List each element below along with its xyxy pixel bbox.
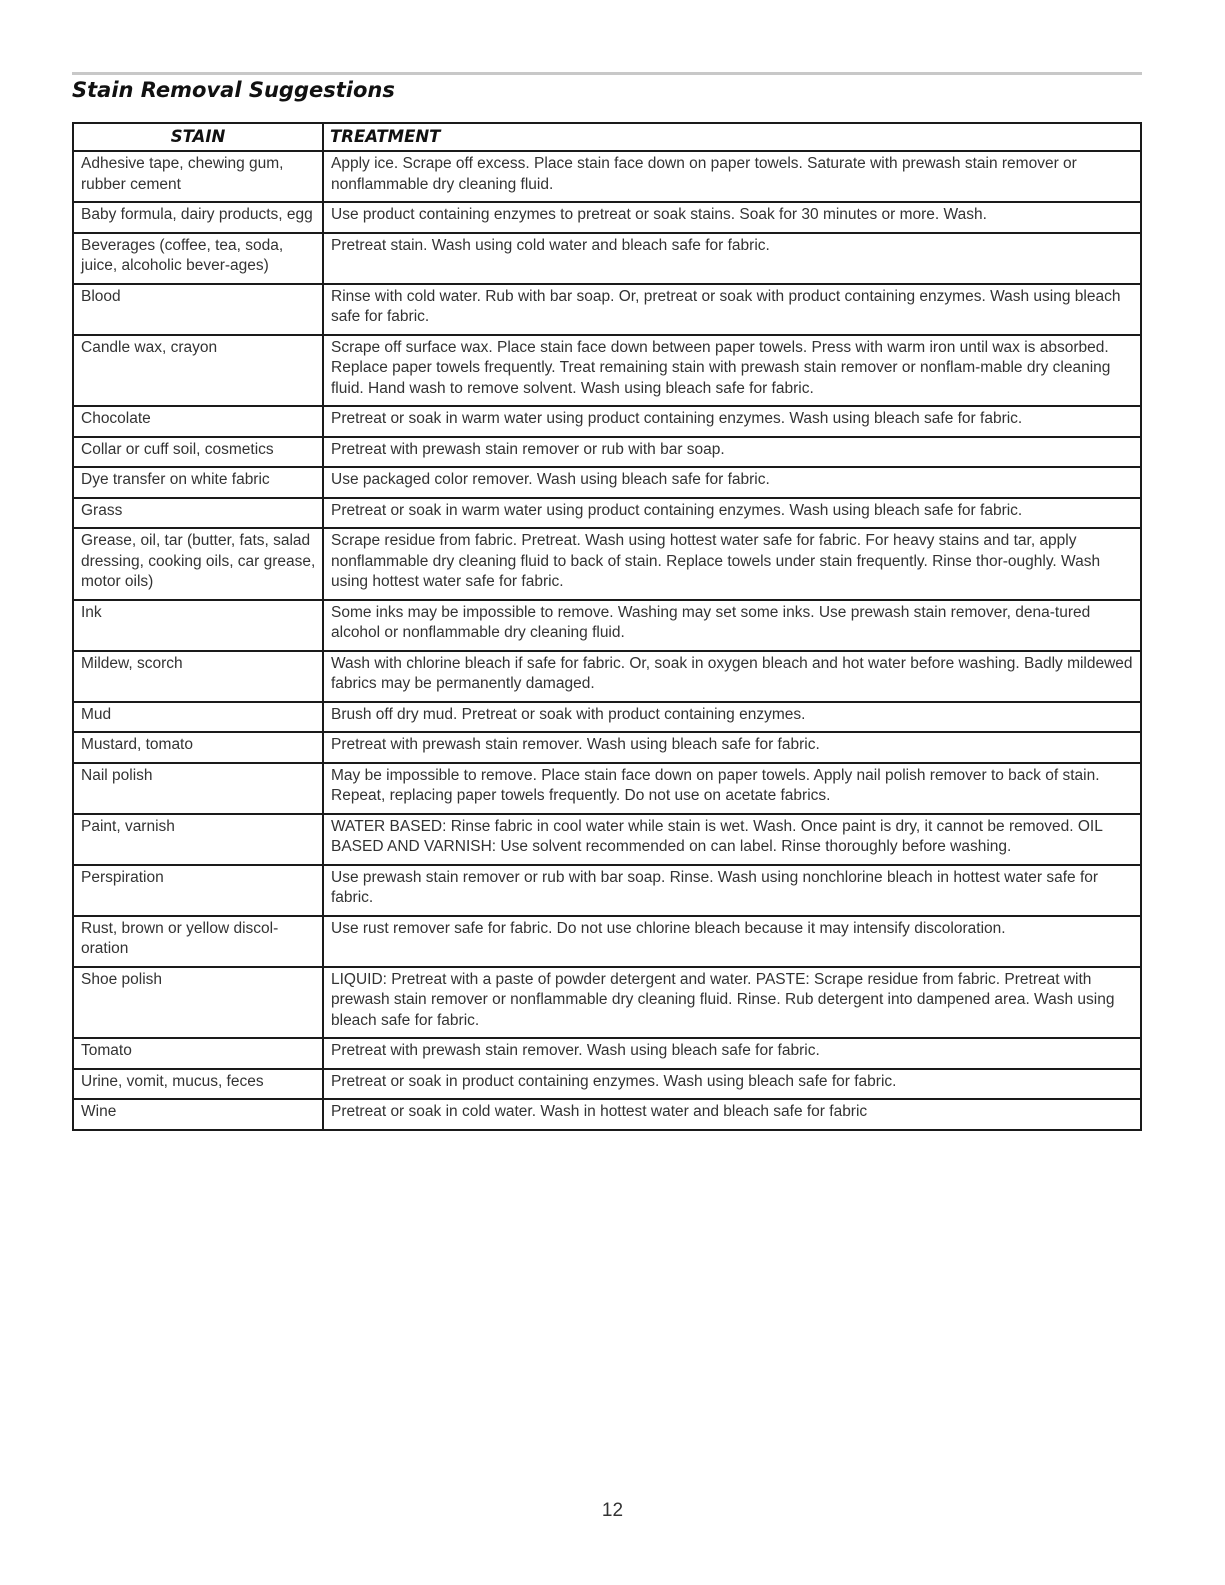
stain-cell: Dye transfer on white fabric	[73, 467, 323, 498]
stain-cell: Perspiration	[73, 865, 323, 916]
stain-cell: Mud	[73, 702, 323, 733]
table-row	[73, 967, 1141, 1039]
table-row	[73, 702, 1141, 733]
table-row	[73, 916, 1141, 967]
treatment-cell: WATER BASED: Rinse fabric in cool water while stain is wet. Wash. Once paint is dry, it cannot be removed. OIL BASED AND VARNISH: Use solvent recommended on can label. Rinse thoroughly before washing.	[323, 814, 1141, 865]
table-row	[73, 284, 1141, 335]
stain-cell: Ink	[73, 600, 323, 651]
stain-cell: Shoe polish	[73, 967, 323, 1039]
treatment-cell: May be impossible to remove. Place stain face down on paper towels. Apply nail polish remover to back of stain. Repeat, replacing paper towels frequently. Do not use on acetate fabrics.	[323, 763, 1141, 814]
table-header-row	[73, 123, 1141, 151]
table-row	[73, 528, 1141, 600]
header-treatment: TREATMENT	[323, 123, 1141, 151]
treatment-cell: LIQUID: Pretreat with a paste of powder detergent and water. PASTE: Scrape residue from fabric. Pretreat with prewash stain remover or nonflammable dry cleaning fluid. Rinse. Rub detergent into dampened area. Wash using bleach safe for fabric.	[323, 967, 1141, 1039]
table-row	[73, 335, 1141, 407]
table-row	[73, 498, 1141, 529]
treatment-cell: Pretreat or soak in product containing enzymes. Wash using bleach safe for fabric.	[323, 1069, 1141, 1100]
treatment-cell: Use prewash stain remover or rub with bar soap. Rinse. Wash using nonchlorine bleach in hottest water safe for fabric.	[323, 865, 1141, 916]
stain-cell: Baby formula, dairy products, egg	[73, 202, 323, 233]
table-body	[73, 151, 1141, 1130]
table-row	[73, 1038, 1141, 1069]
stain-cell: Collar or cuff soil, cosmetics	[73, 437, 323, 468]
stain-cell: Grass	[73, 498, 323, 529]
treatment-cell: Wash with chlorine bleach if safe for fabric. Or, soak in oxygen bleach and hot water before washing. Badly mildewed fabrics may be permanently damaged.	[323, 651, 1141, 702]
table-row	[73, 151, 1141, 202]
stain-cell: Urine, vomit, mucus, feces	[73, 1069, 323, 1100]
stain-cell: Nail polish	[73, 763, 323, 814]
treatment-cell: Scrape residue from fabric. Pretreat. Wash using hottest water safe for fabric. For heavy stains and tar, apply nonflammable dry cleaning fluid to back of stain. Replace towels under stain frequently. Rinse thor-oughly. Wash using hottest water safe for fabric.	[323, 528, 1141, 600]
treatment-cell: Pretreat with prewash stain remover. Wash using bleach safe for fabric.	[323, 732, 1141, 763]
treatment-cell: Pretreat or soak in warm water using product containing enzymes. Wash using bleach safe for fabric.	[323, 498, 1141, 529]
table-row	[73, 202, 1141, 233]
stain-cell: Grease, oil, tar (butter, fats, salad dressing, cooking oils, car grease, motor oils)	[73, 528, 323, 600]
treatment-cell: Use packaged color remover. Wash using bleach safe for fabric.	[323, 467, 1141, 498]
treatment-cell: Apply ice. Scrape off excess. Place stain face down on paper towels. Saturate with prewash stain remover or nonflammable dry cleaning fluid.	[323, 151, 1141, 202]
top-rule	[72, 72, 1142, 75]
treatment-cell: Pretreat stain. Wash using cold water and bleach safe for fabric.	[323, 233, 1141, 284]
table-row	[73, 467, 1141, 498]
treatment-cell: Pretreat or soak in warm water using product containing enzymes. Wash using bleach safe for fabric.	[323, 406, 1141, 437]
stain-cell: Mustard, tomato	[73, 732, 323, 763]
table-row	[73, 233, 1141, 284]
table-row	[73, 651, 1141, 702]
treatment-cell: Pretreat with prewash stain remover or rub with bar soap.	[323, 437, 1141, 468]
stain-cell: Chocolate	[73, 406, 323, 437]
stain-cell: Mildew, scorch	[73, 651, 323, 702]
stain-cell: Rust, brown or yellow discol-oration	[73, 916, 323, 967]
treatment-cell: Use rust remover safe for fabric. Do not use chlorine bleach because it may intensify discoloration.	[323, 916, 1141, 967]
treatment-cell: Use product containing enzymes to pretreat or soak stains. Soak for 30 minutes or more. Wash.	[323, 202, 1141, 233]
table-row	[73, 865, 1141, 916]
stain-cell: Beverages (coffee, tea, soda, juice, alcoholic bever-ages)	[73, 233, 323, 284]
stain-cell: Candle wax, crayon	[73, 335, 323, 407]
stain-cell: Paint, varnish	[73, 814, 323, 865]
table-row	[73, 600, 1141, 651]
treatment-cell: Rinse with cold water. Rub with bar soap. Or, pretreat or soak with product containing enzymes. Wash using bleach safe for fabric.	[323, 284, 1141, 335]
table-row	[73, 814, 1141, 865]
treatment-cell: Brush off dry mud. Pretreat or soak with product containing enzymes.	[323, 702, 1141, 733]
treatment-cell: Pretreat or soak in cold water. Wash in hottest water and bleach safe for fabric	[323, 1099, 1141, 1130]
table-row	[73, 732, 1141, 763]
page-title: Stain Removal Suggestions	[72, 78, 395, 102]
table-row	[73, 1069, 1141, 1100]
table-row	[73, 763, 1141, 814]
stain-cell: Adhesive tape, chewing gum, rubber cement	[73, 151, 323, 202]
stain-cell: Tomato	[73, 1038, 323, 1069]
stain-removal-table	[72, 122, 1142, 1131]
table-row	[73, 1099, 1141, 1130]
stain-cell: Wine	[73, 1099, 323, 1130]
table-row	[73, 437, 1141, 468]
treatment-cell: Some inks may be impossible to remove. Washing may set some inks. Use prewash stain remover, dena-tured alcohol or nonflammable dry cleaning fluid.	[323, 600, 1141, 651]
page-number: 12	[601, 1500, 624, 1521]
header-stain: STAIN	[73, 123, 323, 151]
treatment-cell: Pretreat with prewash stain remover. Wash using bleach safe for fabric.	[323, 1038, 1141, 1069]
table-row	[73, 406, 1141, 437]
treatment-cell: Scrape off surface wax. Place stain face down between paper towels. Press with warm iron until wax is absorbed. Replace paper towels frequently. Treat remaining stain with prewash stain remover or nonflam-mable dry cleaning fluid. Hand wash to remove solvent. Wash using bleach safe for fabric.	[323, 335, 1141, 407]
stain-cell: Blood	[73, 284, 323, 335]
